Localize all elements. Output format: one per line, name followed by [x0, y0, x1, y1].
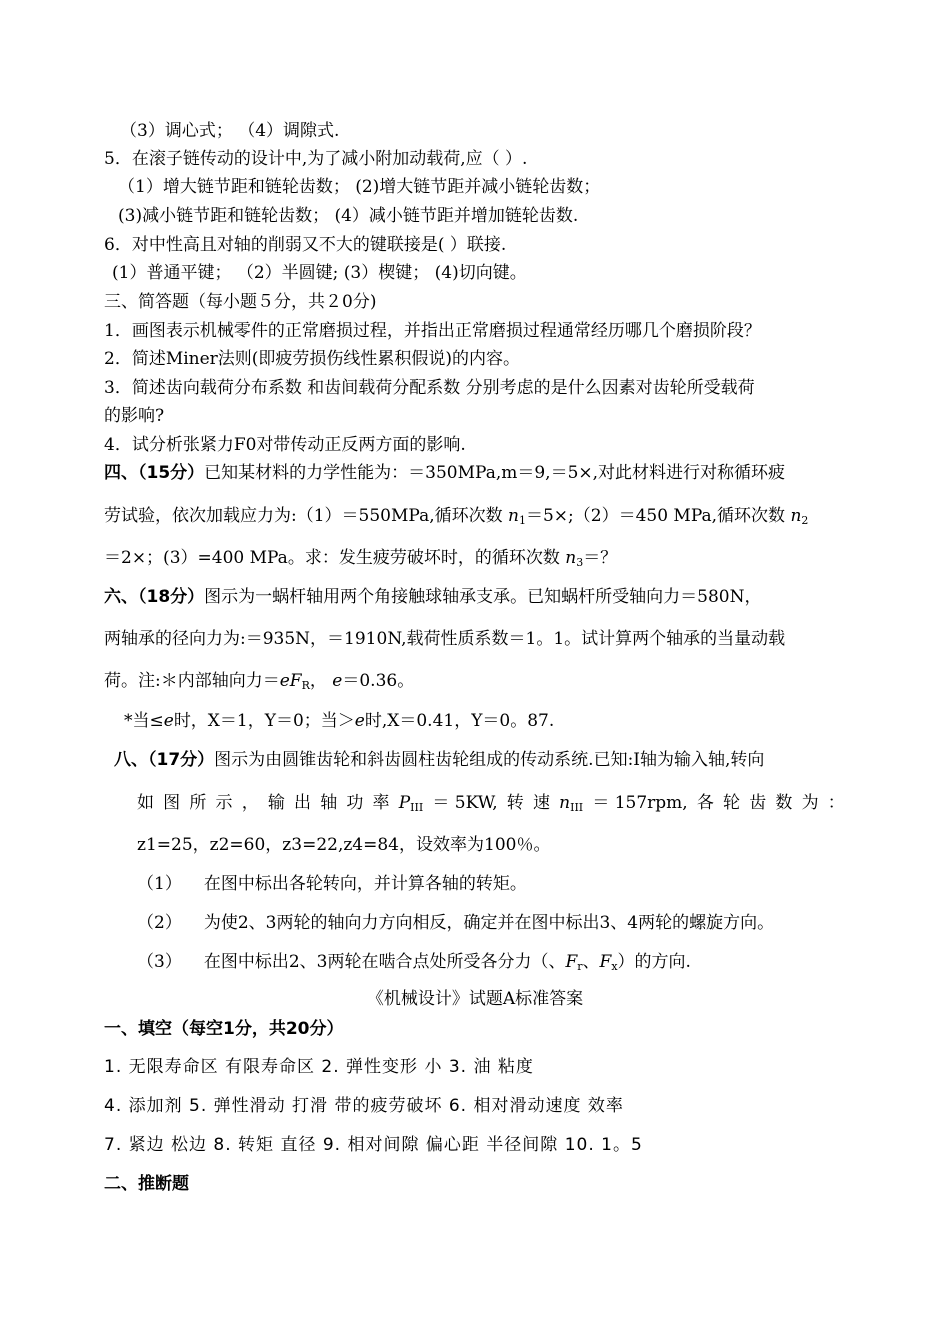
question-5-options-a: （1）增大链节距和链轮齿数； (2)增大链节距并减小链轮齿数；	[118, 177, 601, 197]
question-5-options-b: (3)减小链节距和链轮齿数； (4）减小链节距并增加链轮齿数.	[118, 206, 579, 226]
question-eight-line-2: 如 图 所 示 ， 输 出 轴 功 率 PIII ＝ 5KW, 转 速 nIII ＝ 157rpm, 各 轮 齿 数 为 ：	[137, 793, 845, 814]
question-eight-item-3: （3） 在图中标出2、3两轮在啮合点处所受各分力（、$F_r$、$F_x$）的方向.	[137, 952, 691, 973]
answer-section-2-heading: 二、推断题	[104, 1174, 189, 1194]
question-six-heading: 六、（18分）	[104, 587, 205, 607]
question-eight-item-1: （1） 在图中标出各轮转向，并计算各轴的转矩。	[137, 874, 527, 894]
question-eight-item-2: （2） 为使2、3两轮的轴向力方向相反，确定并在图中标出3、4两轮的螺旋方向。	[137, 913, 775, 933]
question-eight-heading: 八、（17分）	[114, 750, 215, 770]
question-four-line-1: 四、（15分）已知某材料的力学性能为：＝350MPa,m＝9,＝5×,对此材料进行对称循环疲	[104, 463, 786, 483]
question-6: 6．对中性高且对轴的削弱又不大的键联接是( ）联接.	[104, 235, 507, 255]
answer-section-1-heading: 一、填空（每空1分，共20分）	[104, 1019, 344, 1039]
option-line-3-4: （3）调心式； （4）调隙式.	[120, 121, 340, 141]
question-eight-line-3: z1=25，z2=60，z3=22,z4=84，设效率为100％。	[137, 835, 551, 855]
question-six-line-1: 六、（18分）图示为一蜗杆轴用两个角接触球轴承支承。已知蜗杆所受轴向力＝580N，	[104, 587, 762, 607]
short-answer-3-cont: 的影响?	[104, 406, 165, 426]
short-answer-2: 2．简述Miner法则(即疲劳损伤线性累积假说)的内容。	[104, 349, 521, 369]
question-four-heading: 四、（15分）	[104, 463, 205, 483]
answer-row-2: 4. 添加剂 5. 弹性滑动 打滑 带的疲劳破坏 6. 相对滑动速度 效率	[104, 1096, 624, 1116]
question-six-line-2: 两轴承的径向力为:＝935N，＝1910N,载荷性质系数＝1。1。试计算两个轴承的当量动载	[104, 629, 786, 649]
question-eight-line-1: 八、（17分）图示为由圆锥齿轮和斜齿圆柱齿轮组成的传动系统.已知:Ⅰ轴为输入轴,转向	[114, 750, 765, 770]
question-6-options: (1）普通平键； （2）半圆键; (3）楔键； (4)切向键。	[112, 263, 527, 283]
question-six-note: *当≤e时，X＝1，Y＝0；当＞e时,X＝0.41，Y＝0。87.	[124, 711, 555, 731]
answer-row-1: 1. 无限寿命区 有限寿命区 2. 弹性变形 小 3. 油 粘度	[104, 1057, 534, 1077]
short-answer-1: 1．画图表示机械零件的正常磨损过程，并指出正常磨损过程通常经历哪几个磨损阶段？	[104, 321, 761, 341]
short-answer-4: 4．试分析张紧力F0对带传动正反两方面的影响.	[104, 435, 466, 455]
question-four-line-2: 劳试验，依次加载应力为:（1）＝550MPa,循环次数 $n_1=5\times;(2)=450$ MPa,循环次数 $n_2$	[104, 506, 809, 527]
answer-title: 《机械设计》试题A标准答案	[366, 989, 584, 1009]
question-six-line-3: 荷。注:＊内部轴向力$=eF_R$， e＝0.36。	[104, 671, 415, 692]
short-answer-3: 3．简述齿向载荷分布系数 和齿间载荷分配系数 分别考虑的是什么因素对齿轮所受载荷	[104, 378, 755, 398]
question-5: 5．在滚子链传动的设计中,为了减小附加动载荷,应（ ）.	[104, 149, 528, 169]
answer-row-3: 7. 紧边 松边 8. 转矩 直径 9. 相对间隙 偏心距 半径间隙 10. 1。5	[104, 1135, 643, 1155]
question-four-line-3: ＝2×；(3）=400 MPa。求：发生疲劳破坏时，的循环次数 $n_3=$？	[104, 548, 618, 569]
section-3-heading: 三、简答题（每小题５分，共２0分)	[104, 292, 377, 312]
